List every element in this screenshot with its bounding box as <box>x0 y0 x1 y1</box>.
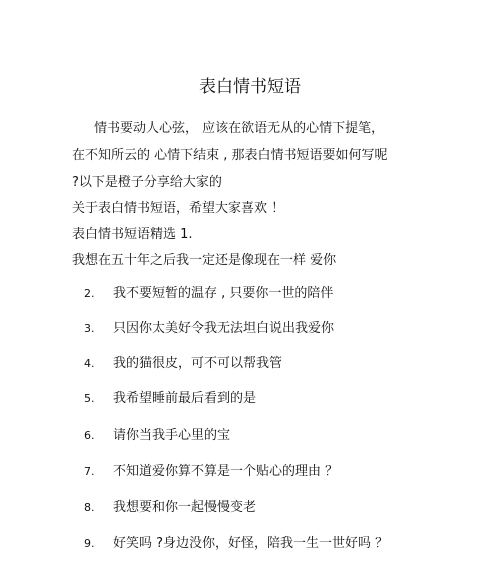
list-item <box>84 463 338 481</box>
intro-line-6: 我想在五十年之后我一定还是像现在一样 爱你 <box>72 253 337 268</box>
intro-line-1: 情书要动人心弦， 应该在欲语无从的心情下提笔， <box>94 121 385 136</box>
list-item <box>84 355 282 373</box>
list-item <box>84 535 388 553</box>
list-item-number: 8. <box>84 501 95 514</box>
intro-line-2: 在不知所云的 心情下结束 , 那表白情书短语要如何写呢 <box>72 148 388 163</box>
intro-line-3: ?以下是橙子分享给大家的 <box>72 175 222 190</box>
document-title: 表白情书短语 <box>199 77 301 97</box>
list-item-text: 不知道爱你算不算是一个贴心的理由 ？ <box>113 464 339 479</box>
intro-line-5: 表白情书短语精选 1. <box>72 227 193 242</box>
intro-line-4: 关于表白情书短语，希望大家喜欢 ！ <box>72 201 285 216</box>
list-item <box>84 320 334 338</box>
list-item <box>84 285 333 303</box>
list-item <box>84 499 256 517</box>
list-item-text: 我想要和你一起慢慢变老 <box>113 500 257 515</box>
list-item-text: 好笑吗 ?身边没你，好怪，陪我一生一世好吗 ？ <box>113 536 389 551</box>
list-item-number: 6. <box>84 429 95 442</box>
list-item-number: 4. <box>84 357 95 370</box>
list-item <box>84 427 230 445</box>
list-item-text: 请你当我手心里的宝 <box>113 428 231 443</box>
list-item-number: 9. <box>84 537 95 550</box>
list-item <box>84 390 256 408</box>
list-item-number: 7. <box>84 465 95 478</box>
list-item-text: 我的猫很皮，可不可以帮我管 <box>113 356 283 371</box>
list-item-text: 我希望睡前最后看到的是 <box>113 391 257 406</box>
list-item-text: 只因你太美好令我无法坦白说出我爱你 <box>113 321 335 336</box>
list-item-text: 我不要短暂的温存 , 只要你一世的陪伴 <box>113 286 334 301</box>
list-item-number: 5. <box>84 392 95 405</box>
list-item-number: 2. <box>84 287 95 300</box>
list-item-number: 3. <box>84 322 95 335</box>
